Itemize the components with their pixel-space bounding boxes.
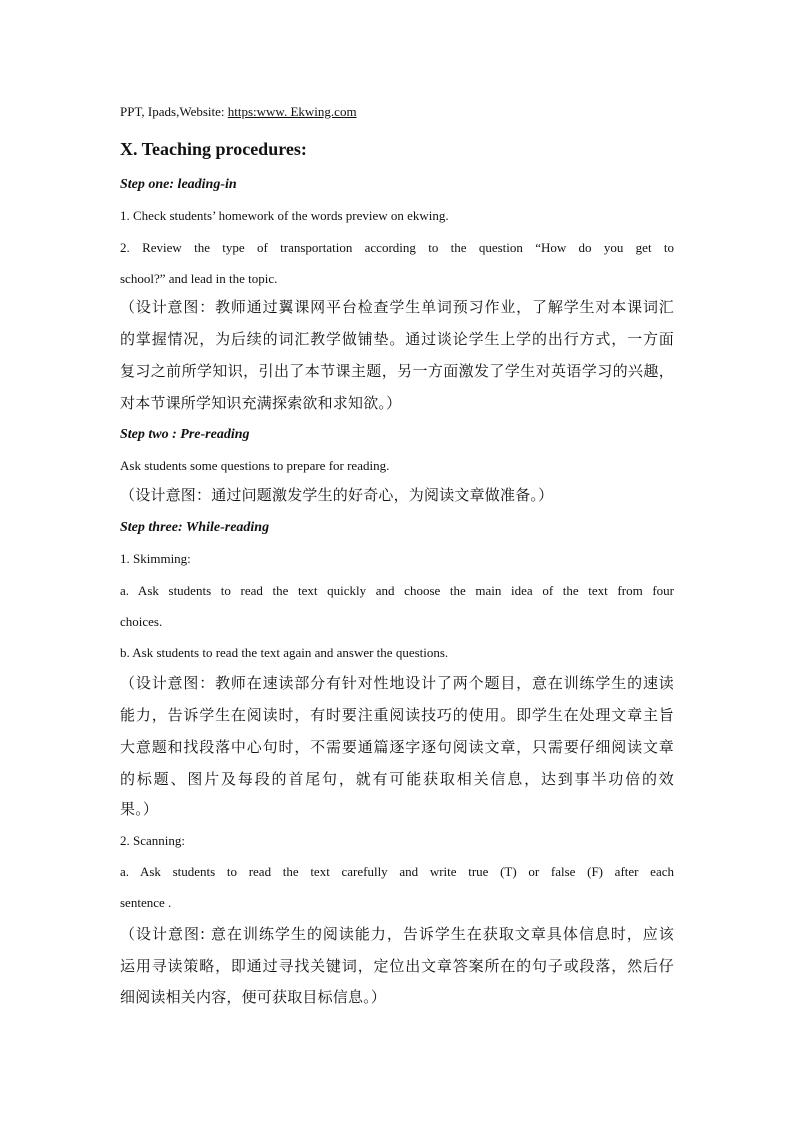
resources-line: [120, 103, 674, 121]
skimming-intent-line-3: 大意题和找段落中心句时，不需要通篇逐字逐句阅读文章，只需要仔细阅读文章: [120, 738, 674, 756]
step-one-title: Step one: leading-in: [120, 177, 237, 192]
skimming-intent-line-2: 能力，告诉学生在阅读时，有时要注重阅读技巧的使用。即学生在处理文章主旨: [120, 706, 674, 724]
step-two-intent-line-1: （设计意图：通过问题激发学生的好奇心，为阅读文章做准备。）: [120, 486, 554, 504]
scanning-intent-line-2: 运用寻读策略，即通过寻找关键词，定位出文章答案所在的句子或段落，然后仔: [120, 957, 674, 975]
skimming-intent-line-1: （设计意图：教师在速读部分有针对性地设计了两个题目，意在训练学生的速读: [120, 674, 674, 692]
step-two-item-1: Ask students some questions to prepare for reading.: [120, 458, 390, 473]
step-three-title: Step three: While-reading: [120, 520, 270, 535]
skimming-intent-line-5: 果。）: [120, 800, 159, 818]
scanning-a-line-2: sentence .: [120, 895, 172, 910]
skimming-a-line-2: choices.: [120, 614, 163, 629]
website-link[interactable]: https:www. Ekwing.com: [227, 104, 357, 119]
step-one-intent-line-1: （设计意图：教师通过翼课网平台检查学生单词预习作业，了解学生对本课词汇: [120, 298, 674, 316]
step-one-item-2-line-1: 2. Review the type of transportation according to the question “How do you get to: [120, 240, 674, 255]
scanning-a-line-1: a. Ask students to read the text carefully and write true (T) or false (F) after each: [120, 864, 674, 879]
skimming-b-line-1: b. Ask students to read the text again and answer the questions.: [120, 645, 449, 660]
step-one-intent-line-3: 复习之前所学知识，引出了本节课主题，另一方面激发了学生对英语学习的兴趣，: [120, 362, 674, 380]
step-one-item-2-line-2: school?” and lead in the topic.: [120, 271, 278, 286]
skimming-intent-line-4: 的标题、图片及每段的首尾句，就有可能获取相关信息，达到事半功倍的效: [120, 770, 674, 788]
resources-prefix: PPT, Ipads,Website:: [120, 104, 228, 119]
skimming-heading: 1. Skimming:: [120, 551, 191, 566]
step-one-item-1: 1. Check students’ homework of the words preview on ekwing.: [120, 208, 449, 223]
scanning-intent-line-3: 细阅读相关内容，便可获取目标信息。）: [120, 988, 387, 1006]
step-two-title: Step two : Pre-reading: [120, 427, 250, 442]
step-one-intent-line-4: 对本节课所学知识充满探索欲和求知欲。）: [120, 394, 402, 412]
skimming-a-line-1: a. Ask students to read the text quickly and choose the main idea of the text from four: [120, 583, 674, 598]
scanning-intent-line-1: （设计意图: 意在训练学生的阅读能力，告诉学生在获取文章具体信息时，应该: [120, 925, 674, 943]
scanning-heading: 2. Scanning:: [120, 833, 185, 848]
step-one-intent-line-2: 的掌握情况，为后续的词汇教学做铺垫。通过谈论学生上学的出行方式，一方面: [120, 330, 674, 348]
section-title: X. Teaching procedures:: [120, 139, 307, 159]
